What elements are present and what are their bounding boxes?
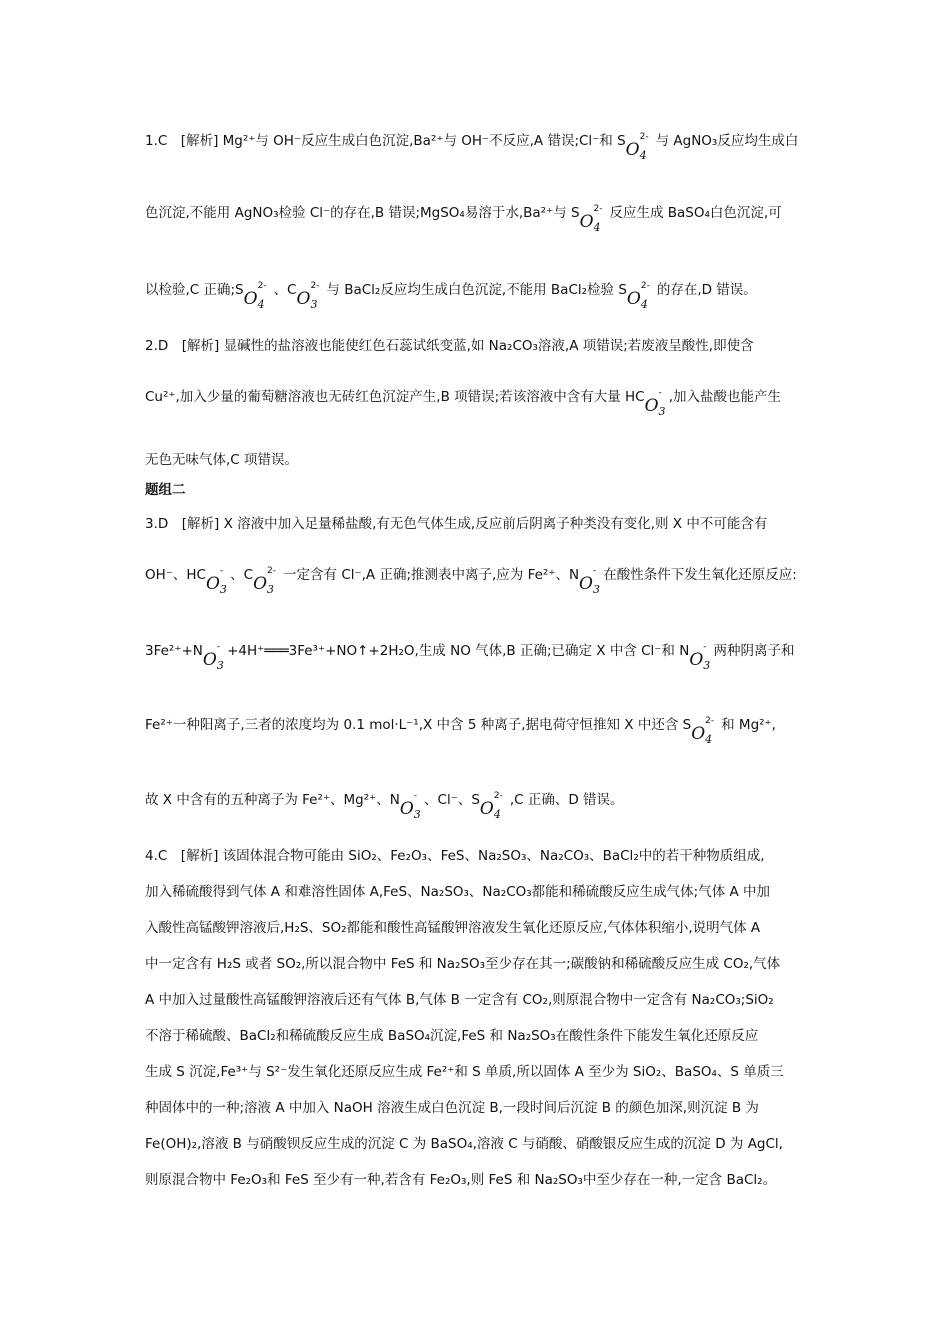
answer-2-line-1: 2.D [解析] 显碱性的盐溶液也能使红色石蕊试纸变蓝,如 Na₂CO₃溶液,A 项错误;若废液呈酸性,即使含 xyxy=(145,338,754,354)
answer-4-line-10: 则原混合物中 Fe₂O₃和 FeS 至少有一种,若含有 Fe₂O₃,则 FeS 和 Na₂SO₃中至少存在一种,一定含 BaCl₂。 xyxy=(145,1172,777,1188)
answer-1-line-2: 色沉淀,不能用 AgNO₃检验 Cl⁻的存在,B 错误;MgSO₄易溶于水,Ba²⁺与 $SO_4^{2-}$ 反应生成 BaSO₄白色沉淀,可 xyxy=(145,204,782,234)
answer-3-line-3: $3Fe^{2+}+NO_3^-$ +4H⁺═══3Fe³⁺+NO↑+2H₂O,生成 NO 气体,B 正确;已确定 X 中含 Cl⁻和 $NO_3^-$ 两种阴离子和 xyxy=(145,642,795,672)
answer-3-line-2: OH⁻、$HCO_3^-$ 、$CO_3^{2-}$ 一定含有 Cl⁻,A 正确;推测表中离子,应为 Fe²⁺、$NO_3^-$ 在酸性条件下发生氧化还原反应: xyxy=(145,566,797,596)
answer-4-line-1: 4.C [解析] 该固体混合物可能由 SiO₂、Fe₂O₃、FeS、Na₂SO₃、Na₂CO₃、BaCl₂中的若干种物质组成, xyxy=(145,848,765,864)
nitrate-ion-sub: $O_3^-$ xyxy=(202,642,224,672)
answer-3-line-5: 故 X 中含有的五种离子为 Fe²⁺、Mg²⁺、$NO_3^-$ 、Cl⁻、$SO_4^{2-}$ ,C 正确、D 错误。 xyxy=(145,791,624,821)
answer-1-line-3: 以检验,C 正确$;SO_4^{2-}$ 、$CO_3^{2-}$ 与 BaCl₂反应均生成白色沉淀,不能用 BaCl₂检验 $SO_4^{2-}$ 的存在,D 错误。 xyxy=(145,281,757,311)
answer-4-line-9: Fe(OH)₂,溶液 B 与硝酸钡反应生成的沉淀 C 为 BaSO₄,溶液 C 与硝酸、硝酸银反应生成的沉淀 D 为 AgCl, xyxy=(145,1136,783,1152)
sulfate-ion-sub: $O_4^{2-}$ xyxy=(479,791,503,821)
nitrate-ion-sub: $O_3^-$ xyxy=(689,642,711,672)
section-heading: 题组二 xyxy=(145,482,186,498)
carbonate-ion-sub: $O_3^{2-}$ xyxy=(296,281,320,311)
sulfate-ion-sub: $O_4^{2-}$ xyxy=(579,204,603,234)
answer-1-line-1: 1.C [解析] Mg²⁺与 OH⁻反应生成白色沉淀,Ba²⁺与 OH⁻不反应,A 错误;Cl⁻和 $SO_4^{2-}$ 与 AgNO₃反应均生成白 xyxy=(145,132,799,162)
bicarbonate-ion-sub: $O_3^-$ xyxy=(644,388,666,418)
answer-3-line-1: 3.D [解析] X 溶液中加入足量稀盐酸,有无色气体生成,反应前后阴离子种类没有变化,则 X 中不可能含有 xyxy=(145,516,768,532)
sulfate-ion-sub: $O_4^{2-}$ xyxy=(625,132,649,162)
answer-4-line-3: 入酸性高锰酸钾溶液后,H₂S、SO₂都能和酸性高锰酸钾溶液发生氧化还原反应,气体体积缩小,说明气体 A xyxy=(145,920,761,936)
answer-2-line-3: 无色无味气体,C 项错误。 xyxy=(145,452,299,468)
answer-4-line-6: 不溶于稀硫酸、BaCl₂和稀硫酸反应生成 BaSO₄沉淀,FeS 和 Na₂SO₃在酸性条件下能发生氧化还原反应 xyxy=(145,1028,759,1044)
answer-3-line-4: Fe²⁺一种阳离子,三者的浓度均为 0.1 mol·L⁻¹,X 中含 5 种离子,据电荷守恒推知 X 中还含 $SO_4^{2-}$ 和 Mg²⁺, xyxy=(145,716,776,746)
answer-4-line-2: 加入稀硫酸得到气体 A 和难溶性固体 A,FeS、Na₂SO₃、Na₂CO₃都能和稀硫酸反应生成气体;气体 A 中加 xyxy=(145,884,771,900)
nitrate-ion-sub: $O_3^-$ xyxy=(579,566,600,596)
sulfate-ion-sub: $O_4^{2-}$ xyxy=(691,716,715,746)
answer-4-line-5: A 中加入过量酸性高锰酸钾溶液后还有气体 B,气体 B 一定含有 CO₂,则原混合物中一定含有 Na₂CO₃;SiO₂ xyxy=(145,992,774,1008)
answer-2-line-2: Cu²⁺,加入少量的葡萄糖溶液也无砖红色沉淀产生,B 项错误;若该溶液中含有大量 $HCO_3^-$ ,加入盐酸也能产生 xyxy=(145,388,782,418)
answer-4-line-4: 中一定含有 H₂S 或者 SO₂,所以混合物中 FeS 和 Na₂SO₃至少存在其一;碳酸钠和稀硫酸反应生成 CO₂,气体 xyxy=(145,956,781,972)
sulfate-ion-sub: $O_4^{2-}$ xyxy=(243,281,267,311)
bicarbonate-ion-sub: $O_3^-$ xyxy=(205,566,227,596)
sulfate-ion-sub: $O_4^{2-}$ xyxy=(626,281,650,311)
carbonate-ion-sub: $O_3^{2-}$ xyxy=(253,566,277,596)
nitrate-ion-sub: $O_3^-$ xyxy=(399,791,421,821)
answer-4-line-8: 种固体中的一种;溶液 A 中加入 NaOH 溶液生成白色沉淀 B,一段时间后沉淀 B 的颜色加深,则沉淀 B 为 xyxy=(145,1100,759,1116)
answer-4-line-7: 生成 S 沉淀,Fe³⁺与 S²⁻发生氧化还原反应生成 Fe²⁺和 S 单质,所以固体 A 至少为 SiO₂、BaSO₄、S 单质三 xyxy=(145,1064,784,1080)
